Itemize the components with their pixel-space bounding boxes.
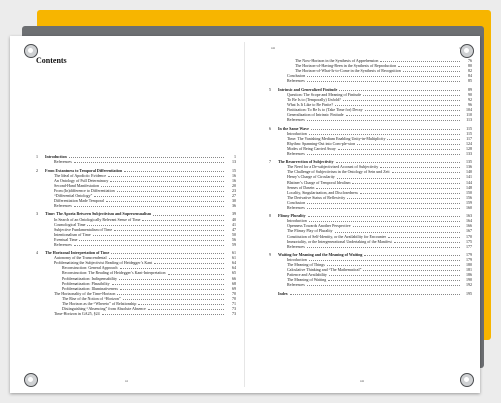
toc-leader-dots	[309, 260, 460, 261]
toc-entry-title: Index	[278, 290, 288, 296]
toc-page-number: 195	[466, 290, 472, 296]
toc-entry-title: Immortality, or the Intergenerational Undertaking of the Manifest	[287, 238, 392, 244]
toc-chapter-number: 5	[269, 86, 271, 92]
toc-page-number: 40	[232, 216, 236, 222]
toc-page-number: 96	[468, 101, 472, 107]
folio-right: xii	[360, 379, 364, 383]
toc-leader-dots	[364, 255, 460, 256]
toc-chapter-number: 1	[36, 154, 38, 159]
toc-entry-title: An Ontology of Full Determinacy	[54, 177, 109, 183]
toc-page-number: 136	[466, 164, 472, 170]
page-title: Contents	[36, 56, 67, 65]
toc-leader-dots	[79, 240, 224, 241]
toc-entry-title: Time: The Vanishing Medium Enabling Unity-in-Multiplicity	[287, 135, 386, 141]
toc-leader-dots	[101, 186, 224, 187]
toc-leader-dots	[343, 100, 460, 101]
binder-hole-icon	[24, 44, 38, 58]
toc-entry-title: Cosmological Time	[54, 221, 86, 227]
toc-page-number: 156	[466, 194, 472, 200]
toc-page-number: 192	[466, 282, 472, 288]
toc-page-number: 73	[232, 310, 236, 316]
toc-entry-title: Introduction	[287, 257, 307, 263]
toc-entry-title: The Resurrection of Subjectivity	[278, 159, 334, 165]
toc-leader-dots	[363, 270, 460, 271]
toc-leader-dots	[87, 225, 224, 226]
toc-page-number: 180	[466, 262, 472, 268]
toc-page-number: 117	[466, 135, 472, 141]
toc-entry-title: References	[287, 78, 305, 84]
toc-entry-title: Autonomy of the Transcendental	[54, 255, 107, 261]
toc-leader-dots	[394, 242, 460, 243]
toc-entry-title: Senses of Dasein	[287, 184, 315, 190]
toc-page-number: 179	[466, 252, 472, 258]
toc-leader-dots	[123, 299, 224, 300]
toc-page-number: 15	[232, 167, 236, 173]
toc-entry-title: Problematization: Indispensability	[62, 275, 117, 281]
toc-page-number: 166	[466, 223, 472, 229]
toc-entry-title: Differentiation Made Temporal	[54, 197, 104, 203]
toc-entry-title: References	[54, 159, 72, 165]
toc-leader-dots	[363, 95, 460, 96]
toc-leader-dots	[316, 188, 460, 189]
toc-leader-dots	[339, 90, 460, 91]
toc-entry-title: Problematization: Illuminativeness	[62, 285, 118, 291]
toc-page-number: 80	[468, 63, 472, 69]
toc-page-number: 61	[232, 255, 236, 261]
toc-entry-title: Modes of Being Carried Away	[287, 145, 336, 151]
toc-entry-title: Blattner’s Charge of Temporal Idealism	[287, 179, 351, 185]
toc-leader-dots	[94, 196, 224, 197]
toc-entry-title: Distinguishing “Absencing” from Absolute Absence	[62, 305, 146, 311]
toc-entry-title: References	[287, 117, 305, 123]
toc-entry[interactable]	[36, 311, 236, 316]
toc-chapter-number: 6	[269, 125, 271, 131]
toc-page-number: 30	[232, 197, 236, 203]
toc-leader-dots	[338, 149, 460, 150]
toc-entry-title: The Meaning of Waiting	[287, 277, 327, 283]
toc-leader-dots	[309, 221, 460, 222]
toc-entry-title: Patience and Availability	[287, 272, 327, 278]
toc-page-number: 41	[232, 221, 236, 227]
toc-page-number: 190	[466, 277, 472, 283]
toc-right	[269, 58, 472, 296]
toc-page-number: 181	[466, 267, 472, 273]
toc-leader-dots	[335, 105, 460, 106]
toc-entry-title: References	[287, 282, 305, 288]
toc-leader-dots	[74, 245, 224, 246]
toc-page-number: 140	[466, 169, 472, 175]
toc-page-number: 170	[466, 233, 472, 239]
toc-leader-dots	[74, 206, 224, 207]
toc-chapter-number: 9	[269, 252, 271, 258]
toc-entry-title: Introduction	[45, 154, 67, 159]
toc-entry-title: Finitization: To Be Is to (Take Time for) Decay	[287, 106, 363, 112]
toc-entry-title: Conclusion	[287, 199, 306, 205]
toc-page-number: 150	[466, 189, 472, 195]
toc-leader-dots	[336, 162, 460, 163]
book-spread	[10, 36, 480, 393]
toc-entry-title: Flimsy Plurality	[278, 213, 306, 219]
toc-leader-dots	[117, 191, 224, 192]
toc-entry-title: Subjective Fundamentalism of Time	[54, 226, 113, 232]
toc-leader-dots	[154, 263, 224, 264]
toc-page-number: 59	[232, 241, 236, 247]
toc-page-number: 76	[468, 58, 472, 63]
toc-page-number: 1	[234, 154, 236, 159]
toc-leader-dots	[69, 157, 224, 158]
toc-leader-dots	[365, 110, 460, 111]
toc-page-number: 20	[232, 182, 236, 188]
binder-hole-icon	[460, 44, 474, 58]
toc-entry-title: Intrinsic and Generalized Finitude	[278, 86, 338, 92]
toc-entry-title: The Horizonality of the Time-Horizon	[54, 290, 116, 296]
toc-leader-dots	[327, 265, 460, 266]
toc-leader-dots	[290, 294, 460, 295]
toc-entry-title: Time-Horizon in GA25, §24	[54, 310, 100, 316]
toc-leader-dots	[106, 201, 224, 202]
toc-chapter-number: 3	[36, 211, 38, 217]
toc-page-number: 115	[466, 125, 472, 131]
toc-entry-title: The Derivative Status of Reflexivity	[287, 194, 346, 200]
toc-leader-dots	[102, 314, 224, 315]
toc-leader-dots	[119, 279, 224, 280]
toc-chapter-number: 4	[36, 250, 38, 256]
toc-leader-dots	[153, 215, 224, 216]
toc-leader-dots	[109, 258, 224, 259]
toc-page-number: 65	[232, 270, 236, 276]
toc-leader-dots	[309, 134, 460, 135]
toc-page-number: 89	[468, 86, 472, 92]
toc-leader-dots	[335, 232, 460, 233]
toc-page-number: 61	[232, 250, 236, 256]
toc-entry-title: Introduction	[287, 218, 307, 224]
toc-leader-dots	[111, 253, 224, 254]
toc-chapter-number: 2	[36, 167, 38, 173]
toc-page-number: 36	[232, 202, 236, 208]
toc-entry-title: The Horizon-of-Having-Been in the Synthesis of Reproduction	[295, 63, 397, 69]
toc-leader-dots	[307, 208, 460, 209]
toc-entry-title: The Now-Horizon in the Synthesis of Apprehension	[295, 58, 379, 63]
toc-leader-dots	[328, 280, 460, 281]
toc-page-number: 167	[466, 228, 472, 234]
toc-leader-dots	[307, 285, 460, 286]
binder-hole-icon	[460, 373, 474, 387]
toc-page-number: 13	[232, 159, 236, 165]
toc-entry-title: The Need for a De-subjectivized Account of Subjectivity	[287, 164, 379, 170]
toc-leader-dots	[117, 294, 224, 295]
toc-page-number: 84	[468, 73, 472, 79]
toc-entry-title: Rhythm: Spanning-Out into Com-ple-xion	[287, 140, 356, 146]
toc-entry-title: The Meaning of Things	[287, 262, 325, 268]
toc-page-number: 128	[466, 145, 472, 151]
toc-entry-title: Henry’s Charge of Circularity	[287, 174, 335, 180]
toc-leader-dots	[307, 76, 460, 77]
folio-left: xi	[125, 379, 128, 383]
toc-leader-dots	[357, 144, 460, 145]
toc-entry-title: Waiting for Meaning and the Meaning of Waiting	[278, 252, 363, 258]
toc-entry-title: In the Same Wave	[278, 125, 309, 131]
toc-page-number: 92	[468, 96, 472, 102]
binder-hole-icon	[24, 373, 38, 387]
toc-entry-title: From Extantness to Temporal Differentiation	[45, 167, 123, 173]
toc-leader-dots	[93, 235, 224, 236]
toc-leader-dots	[114, 230, 224, 231]
toc-page-number: 16	[232, 172, 236, 178]
toc-entry-title: Calculative Thinking and “The Mathematical”	[287, 267, 362, 273]
toc-page-number: 133	[466, 150, 472, 156]
toc-page-number: 141	[466, 174, 472, 180]
toc-page-number: 135	[466, 159, 472, 165]
toc-entry-title: References	[54, 202, 72, 208]
toc-page-number: 90	[468, 91, 472, 97]
toc-entry-title: “Differential Ontology”	[54, 192, 93, 198]
toc-chapter-number: 7	[269, 159, 271, 165]
toc-leader-dots	[398, 66, 460, 67]
toc-page-number: 50	[232, 231, 236, 237]
toc-page-number: 104	[466, 106, 472, 112]
toc-leader-dots	[337, 178, 460, 179]
toc-leader-dots	[120, 289, 224, 290]
toc-entry-title: Introduction	[287, 130, 307, 136]
toc-page-number: 110	[466, 111, 472, 117]
toc-page-number: 164	[466, 218, 472, 224]
toc-page-number: 85	[468, 78, 472, 84]
toc-entry-title: Problematization: Plausibility	[62, 280, 110, 286]
toc-page-number: 124	[466, 140, 472, 146]
toc-page-number: 160	[466, 204, 472, 210]
toc-leader-dots	[74, 162, 224, 163]
toc-entry-title: From (In)difference to Differentiation	[54, 187, 115, 193]
toc-leader-dots	[142, 220, 224, 221]
toc-page-number: 177	[466, 243, 472, 249]
toc-leader-dots	[387, 139, 460, 140]
toc-leader-dots	[388, 237, 460, 238]
toc-leader-dots	[380, 167, 460, 168]
toc-page-number: 39	[232, 211, 236, 217]
toc-entry-title: Time: The Aporia Between Subjectivism and Supersensualism	[45, 211, 152, 217]
toc-leader-dots	[311, 129, 460, 130]
toc-leader-dots	[403, 71, 460, 72]
toc-page-number: 66	[232, 275, 236, 281]
toc-page-number: 144	[466, 179, 472, 185]
toc-page-number: 69	[232, 285, 236, 291]
toc-leader-dots	[347, 198, 460, 199]
toc-entry-title: Eventual Time	[54, 236, 78, 242]
toc-entry-title: The Flimsy Play of Plurality	[287, 228, 333, 234]
toc-page-number: 47	[232, 226, 236, 232]
toc-entry-title: The Challenge of Subjectivism in the Ontology of Sein und Zeit	[287, 169, 390, 175]
toc-page-number: 16	[232, 177, 236, 183]
toc-page-number: 113	[466, 117, 472, 123]
right-page	[245, 36, 480, 393]
toc-leader-dots	[138, 304, 224, 305]
toc-leader-dots	[307, 120, 460, 121]
toc-entry-title: The Horizon-of-What-Is-to-Come in the Synthesis of Recognition	[295, 68, 401, 74]
toc-leader-dots	[307, 247, 460, 248]
toc-page-number: 71	[232, 300, 236, 306]
toc-leader-dots	[392, 172, 460, 173]
toc-page-number: 68	[232, 280, 236, 286]
toc-entry-title: References	[287, 204, 305, 210]
toc-leader-dots	[108, 176, 224, 177]
toc-entry-title: References	[287, 150, 305, 156]
toc-page-number: 163	[466, 213, 472, 219]
toc-entry-title: Question: The Scope and Meaning of Finitude	[287, 91, 362, 97]
toc-entry-title: Locality, Singularization, and Disclosedness	[287, 189, 358, 195]
toc-leader-dots	[307, 203, 460, 204]
toc-leader-dots	[307, 81, 460, 82]
toc-leader-dots	[307, 154, 460, 155]
toc-entry-title: The Horizon as the “Whereto” of Relationship	[62, 300, 137, 306]
toc-leader-dots	[148, 309, 224, 310]
toc-entry-title: Constitution of Self-Identity, or the Availability for Encounter	[287, 233, 386, 239]
running-head-left: xii	[271, 46, 275, 50]
toc-page-number: 27	[232, 192, 236, 198]
toc-entry-title: Reconstruction: The Reading of Heidegger’s Kant-Interpretation	[62, 270, 166, 276]
toc-page-number: 70	[232, 295, 236, 301]
toc-chapter-number: 8	[269, 213, 271, 219]
toc-leader-dots	[124, 171, 224, 172]
toc-entry-title: To Be Is to (Temporally) Unfold?	[287, 96, 341, 102]
toc-page-number: 82	[468, 68, 472, 74]
toc-leader-dots	[112, 284, 224, 285]
toc-leader-dots	[329, 275, 460, 276]
toc-leader-dots	[352, 183, 460, 184]
toc-entry-title: Second-Hand Manifestation	[54, 182, 99, 188]
toc-entry-title: In Search of an Ontologically Relevant Sense of Time	[54, 216, 141, 222]
toc-leader-dots	[168, 274, 225, 275]
toc-entry-title: The Ideal of Apodictic Evidence	[54, 172, 106, 178]
toc-page-number: 159	[466, 199, 472, 205]
toc-leader-dots	[360, 193, 460, 194]
toc-leader-dots	[308, 216, 460, 217]
toc-entry-title: Generalization of Intrinsic Finitude	[287, 111, 344, 117]
toc-leader-dots	[120, 268, 224, 269]
toc-page-number: 73	[232, 305, 236, 311]
toc-page-number: 70	[232, 290, 236, 296]
toc-leader-dots	[353, 226, 460, 227]
toc-entry-title: Problematizing the Subjectivist Reading of Heidegger’s Kant	[54, 260, 153, 266]
toc-entry-title: The Horizonal Interpretation of Time	[45, 250, 110, 256]
toc-page-number: 23	[232, 187, 236, 193]
toc-leader-dots	[346, 115, 460, 116]
toc-leader-dots	[110, 181, 224, 182]
toc-entry-title: Reconstruction: General Approach	[62, 265, 118, 271]
toc-entry-title: References	[287, 243, 305, 249]
left-page	[10, 36, 245, 393]
toc-entry-title: Openness Towards Another Perspective	[287, 223, 351, 229]
toc-leader-dots	[380, 61, 460, 62]
toc-entry-title: References	[54, 241, 72, 247]
toc-page-number: 56	[232, 236, 236, 242]
toc-entry-title: Intentionalism of Time	[54, 231, 91, 237]
toc-page-number: 148	[466, 184, 472, 190]
toc-page-number: 115	[466, 130, 472, 136]
toc-left	[36, 154, 236, 316]
toc-page-number: 179	[466, 257, 472, 263]
toc-page-number: 64	[232, 265, 236, 271]
toc-chapter-entry[interactable]	[269, 291, 472, 296]
toc-entry-title: What Is It Like to Be Finite?	[287, 101, 333, 107]
toc-page-number: 175	[466, 238, 472, 244]
toc-entry-title: Conclusion	[287, 73, 306, 79]
toc-page-number: 64	[232, 260, 236, 266]
toc-page-number: 186	[466, 272, 472, 278]
toc-entry-title: The Rise of the Notion of “Horizon”	[62, 295, 121, 301]
